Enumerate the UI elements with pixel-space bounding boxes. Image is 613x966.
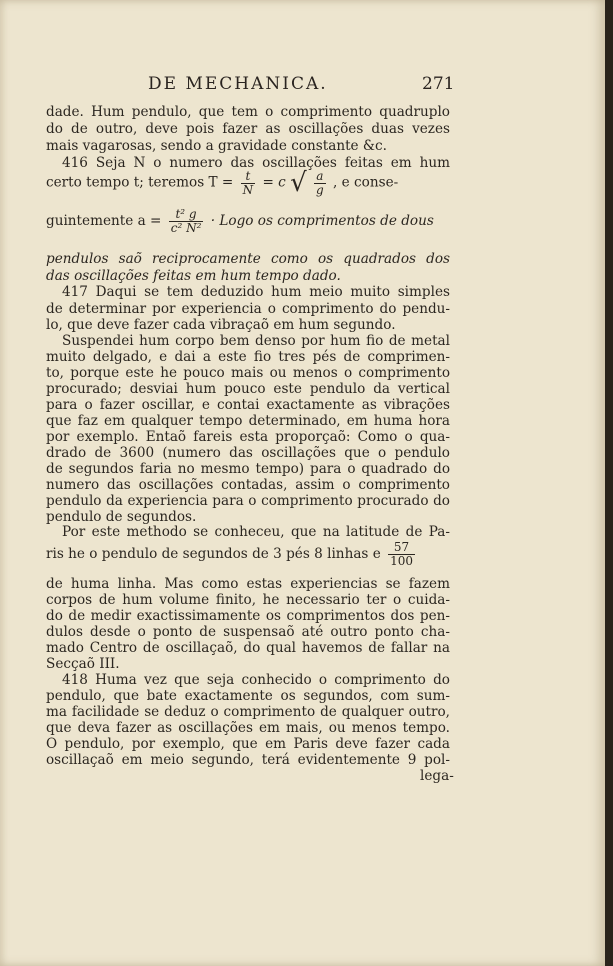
- text-line: do de medir exactissimamente os comprimentos dos pen-: [46, 608, 450, 624]
- text-line: de huma linha. Mas como estas experiencias se fazem: [46, 576, 450, 592]
- equation-line: [46, 541, 450, 568]
- running-head: DE MECHANICA.: [148, 74, 328, 94]
- page-edge: [605, 0, 613, 966]
- equation-line: [46, 208, 450, 235]
- text-line: muito delgado, e dai a este fio tres pés de comprimen-: [46, 349, 450, 365]
- equation-line: [46, 168, 450, 198]
- text-line: oscillaçaõ em meio segundo, terá evidentemente 9 pol-: [46, 752, 450, 768]
- equation-text: · Logo os comprimentos de dous: [210, 213, 434, 229]
- fraction-numerator: 57: [388, 541, 415, 555]
- equation-text: , e conse-: [333, 174, 399, 191]
- text-line: por exemplo. Entaõ fareis esta proporçaõ: Como o qua-: [46, 429, 450, 445]
- text-line: pendulos saõ reciprocamente como os quadrados dos: [46, 251, 450, 267]
- page-number: 271: [422, 74, 455, 94]
- text-line: pendulo, que bate exactamente os segundos, com sum-: [46, 688, 450, 704]
- equation-text: = c: [262, 174, 286, 191]
- text-line: Secçaõ III.: [46, 656, 120, 672]
- text-line: Suspendei hum corpo bem denso por hum fio de metal: [62, 333, 450, 349]
- text-line: pendulo de segundos.: [46, 509, 197, 525]
- text-line: das oscillações feitas em hum tempo dado.: [46, 268, 341, 284]
- fraction: [241, 170, 256, 197]
- text-line: lo, que deve fazer cada vibraçaõ em hum segundo.: [46, 317, 396, 333]
- text-line: 418 Huma vez que seja conhecido o comprimento do: [62, 672, 450, 688]
- text-line: que deva fazer as oscillações em mais, ou menos tempo.: [46, 720, 450, 736]
- text-line: numero das oscillações contadas, assim o comprimento: [46, 477, 450, 493]
- text-line: ma facilidade se deduz o comprimento de qualquer outro,: [46, 704, 450, 720]
- fraction-denominator: g: [316, 182, 324, 197]
- equation-text: ris he o pendulo de segundos de 3 pés 8 linhas e: [46, 546, 381, 562]
- text-line: de determinar por experiencia o comprimento do pendu-: [46, 301, 450, 317]
- text-line: mais vagarosas, sendo a gravidade constante &c.: [46, 138, 387, 154]
- catchword: lega-: [420, 768, 454, 784]
- text-line: de segundos faria no mesmo tempo) para o quadrado do: [46, 461, 450, 477]
- fraction-denominator: c² N²: [170, 221, 202, 235]
- equation-text: guintemente a =: [46, 213, 162, 229]
- text-line: 417 Daqui se tem deduzido hum meio muito simples: [62, 284, 450, 300]
- text-line: to, porque este he pouco mais ou menos o comprimento: [46, 365, 450, 381]
- fraction-numerator: t: [241, 170, 256, 184]
- fraction: [169, 208, 204, 235]
- fraction-denominator: 100: [390, 554, 414, 568]
- fraction-numerator: a: [314, 170, 326, 184]
- fraction: [314, 170, 326, 197]
- text-line: para o fazer oscillar, e contai exactamente as vibrações: [46, 397, 450, 413]
- text-line: procurado; desviai hum pouco este pendulo da vertical: [46, 381, 450, 397]
- text-line: dulos desde o ponto de suspensaõ até outro ponto cha-: [46, 624, 450, 640]
- text-line: mado Centro de oscillaçaõ, do qual havemos de fallar na: [46, 640, 450, 656]
- text-line: do de outro, deve pois fazer as oscillações duas vezes: [46, 121, 450, 137]
- text-line: que faz em qualquer tempo determinado, em huma hora: [46, 413, 450, 429]
- text-line: pendulo da experiencia para o comprimento procurado do: [46, 493, 450, 509]
- fraction-denominator: N: [242, 182, 254, 197]
- fraction-numerator: t² g: [169, 208, 204, 222]
- fraction: [388, 541, 415, 568]
- text-line: 416 Seja N o numero das oscillações feitas em hum: [62, 155, 450, 171]
- root-sign: √: [290, 168, 307, 198]
- text-line: corpos de hum volume finito, he necessario ter o cuida-: [46, 592, 450, 608]
- text-line: Por este methodo se conheceu, que na latitude de Pa-: [62, 524, 450, 540]
- text-line: O pendulo, por exemplo, que em Paris deve fazer cada: [46, 736, 450, 752]
- text-line: dade. Hum pendulo, que tem o comprimento quadruplo: [46, 104, 450, 120]
- text-line: drado de 3600 (numero das oscillações que o pendulo: [46, 445, 450, 461]
- equation-text: certo tempo t; teremos T =: [46, 174, 234, 191]
